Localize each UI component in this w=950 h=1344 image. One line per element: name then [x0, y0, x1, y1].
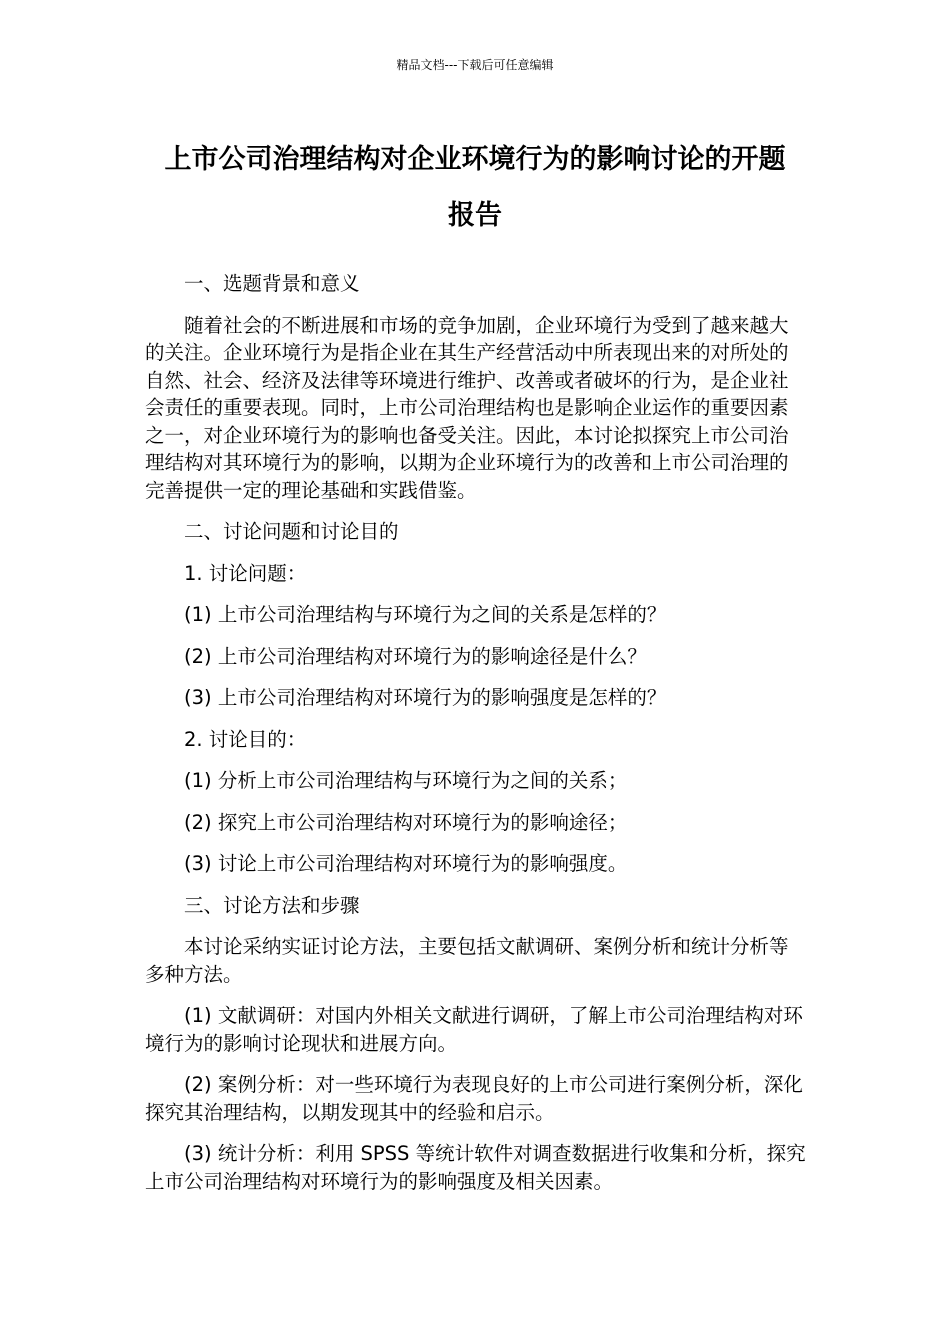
section-heading-background: 一、选题背景和意义 [184, 272, 360, 295]
document-title-line-1: 上市公司治理结构对企业环境行为的影响讨论的开题 [164, 144, 786, 175]
list-item: (1) 上市公司治理结构与环境行为之间的关系是怎样的？ [184, 603, 667, 626]
section-heading-methods: 三、讨论方法和步骤 [184, 893, 360, 917]
paragraph-methods: 本讨论采纳实证讨论方法，主要包括文献调研、案例分析和统计分析等多种方法。 [145, 935, 789, 986]
document-title-line-2: 报告 [448, 200, 502, 231]
paragraph-method-literature: (1) 文献调研：对国内外相关文献进行调研，了解上市公司治理结构对环境行为的影响讨论现状和进展方向。 [145, 1004, 803, 1055]
paragraph-background: 随着社会的不断进展和市场的竞争加剧，企业环境行为受到了越来越大的关注。企业环境行为是指企业在其生产经营活动中所表现出来的对所处的自然、社会、经济及法律等环境进行维护、改善或者破坏的行为，是企业社会责任的重要表现。同时，上市公司治理结构也是影响企业运作的重要因素之一，对企业环境行为的影响也备受关注。因此，本讨论拟探究上市公司治理结构对其环境行为的影响，以期为企业环境行为的改善和上市公司治理的完善提供一定的理论基础和实践借鉴。 [145, 313, 789, 502]
list-item: (2) 探究上市公司治理结构对环境行为的影响途径； [184, 810, 628, 834]
document-body [145, 270, 807, 1209]
list-item: (1) 分析上市公司治理结构与环境行为之间的关系； [184, 769, 628, 792]
subheading-questions: 1. 讨论问题： [184, 561, 307, 585]
list-item: (3) 讨论上市公司治理结构对环境行为的影响强度。 [184, 852, 628, 875]
section-heading-questions: 二、讨论问题和讨论目的 [184, 520, 399, 543]
paragraph-method-statistics: (3) 统计分析：利用 SPSS 等统计软件对调查数据进行收集和分析，探究上市公司治理结构对环境行为的影响强度及相关因素。 [145, 1142, 806, 1193]
subheading-goals: 2. 讨论目的： [184, 727, 307, 751]
list-item: (2) 上市公司治理结构对环境行为的影响途径是什么？ [184, 644, 647, 668]
page-header: 精品文档---下载后可任意编辑 [396, 58, 554, 72]
list-item: (3) 上市公司治理结构对环境行为的影响强度是怎样的？ [184, 686, 667, 709]
paragraph-method-case: (2) 案例分析：对一些环境行为表现良好的上市公司进行案例分析，深化探究其治理结构，以期发现其中的经验和启示。 [145, 1073, 803, 1124]
document-title [140, 132, 810, 244]
